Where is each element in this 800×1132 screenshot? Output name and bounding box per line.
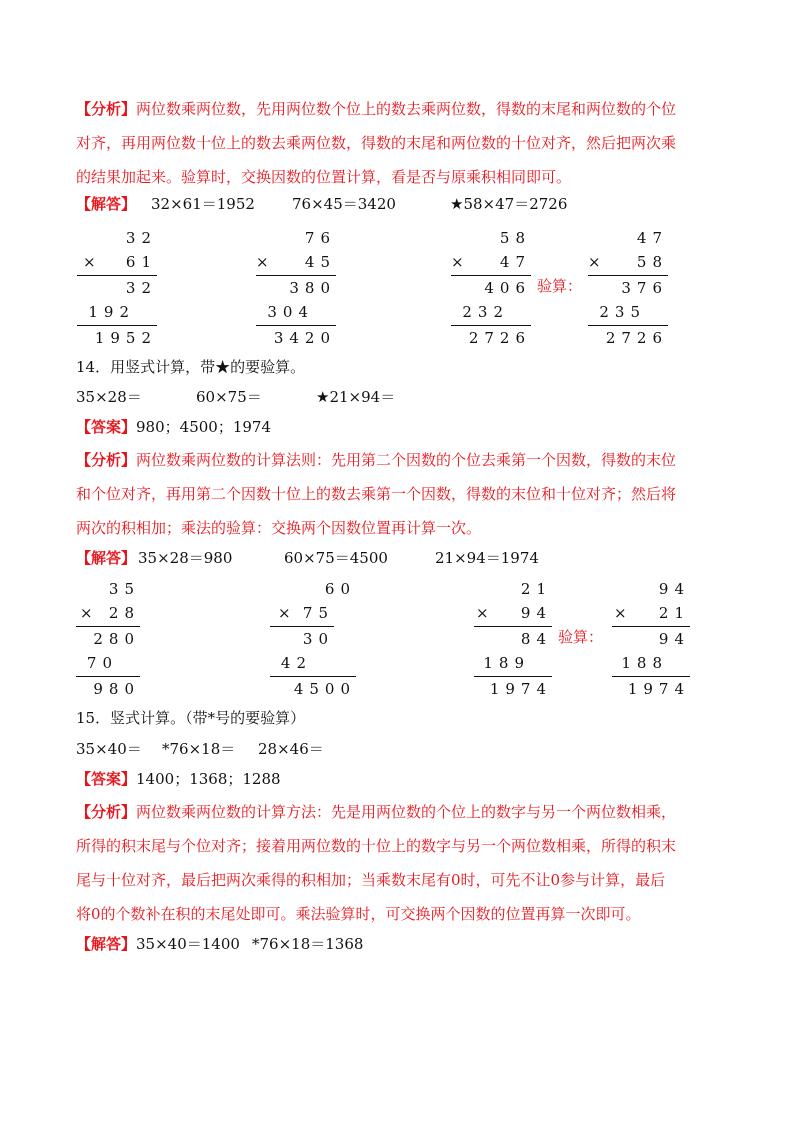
partial-product-2: 192 <box>88 303 135 321</box>
q14-solution-item-2: 60×75＝4500 <box>284 549 388 567</box>
partial-product-2: 42 <box>280 654 312 672</box>
q14-problem-3: ★21×94＝ <box>316 388 396 406</box>
product-result: 1974 <box>489 680 552 698</box>
q13-solution-item-1: 32×61＝1952 <box>151 195 255 213</box>
q15-problems <box>76 732 726 766</box>
q15-analysis-line-4: 将0的个数补在积的末尾处即可。乘法验算时，可交换两个因数的位置再算一次即可。 <box>76 905 641 923</box>
q13-vertical-calc-3 <box>451 226 531 348</box>
q14-answer-line <box>76 410 271 444</box>
factor-b: 58 <box>636 253 668 271</box>
q13-vertical-calc-4 <box>588 226 668 348</box>
q13-verify-label: 验算： <box>537 277 583 295</box>
partial-product-1: 94 <box>658 630 690 648</box>
partial-product-2: 232 <box>462 303 509 321</box>
factor-a: 60 <box>324 580 356 598</box>
product-result: 1974 <box>627 680 690 698</box>
q13-analysis-text-1: 两位数乘两位数，先用两位数个位上的数去乘两位数，得数的末尾和两位数的个位 <box>136 100 677 118</box>
q13-solution-tag: 【解答】 <box>76 195 137 213</box>
product-result: 2726 <box>605 329 668 347</box>
q15-analysis-text-1: 两位数乘两位数的计算方法：先是用两位数的个位上的数字与另一个两位数相乘， <box>136 803 677 821</box>
factor-b: 94 <box>520 604 552 622</box>
q15-analysis-line-2: 所得的积末尾与个位对齐；接着用两位数的十位上的数字与另一个两位数相乘，所得的积末 <box>76 837 677 855</box>
product-result: 3420 <box>273 329 336 347</box>
q14-problems <box>76 380 726 414</box>
times-sign: × <box>588 253 601 271</box>
partial-product-2: 235 <box>599 303 646 321</box>
q14-solution-line <box>76 541 726 575</box>
factor-b: 21 <box>658 604 690 622</box>
q14-analysis-text-1: 两位数乘两位数的计算法则：先用第二个因数的个位去乘第一个因数，得数的末位 <box>136 451 677 469</box>
times-sign: × <box>83 253 96 271</box>
q15-analysis-line-3: 尾与十位对齐，最后把两次乘得的积相加；当乘数末尾有0时，可先不让0参与计算，最后 <box>76 871 666 889</box>
factor-b: 61 <box>125 253 157 271</box>
q14-vertical-calc-3 <box>474 577 552 699</box>
q15-solution-item-2: *76×18＝1368 <box>252 935 364 953</box>
times-sign: × <box>614 604 627 622</box>
factor-a: 94 <box>658 580 690 598</box>
factor-b: 75 <box>302 604 334 622</box>
factor-a: 76 <box>304 229 336 247</box>
q13-solution-item-2: 76×45＝3420 <box>292 195 396 213</box>
q14-analysis-line-1 <box>76 443 676 477</box>
q15-analysis-line-1 <box>76 795 676 829</box>
partial-product-1: 30 <box>302 630 334 648</box>
partial-product-1: 280 <box>93 630 140 648</box>
factor-a: 32 <box>125 229 157 247</box>
q15-analysis-tag: 【分析】 <box>76 803 137 821</box>
times-sign: × <box>476 604 489 622</box>
q14-vertical-calc-2 <box>270 577 356 699</box>
times-sign: × <box>278 604 291 622</box>
q15-answer-tag: 【答案】 <box>76 770 137 788</box>
partial-product-1: 84 <box>520 630 552 648</box>
q13-vertical-calc-2 <box>256 226 336 348</box>
q13-analysis-line-2: 对齐，再用两位数十位上的数去乘两位数，得数的末尾和两位数的十位对齐，然后把两次乘 <box>76 134 677 152</box>
factor-a: 21 <box>520 580 552 598</box>
times-sign: × <box>451 253 464 271</box>
q14-vertical-calc-4 <box>612 577 690 699</box>
q15-answer-line <box>76 762 281 796</box>
partial-product-1: 32 <box>125 279 157 297</box>
q15-title: 15．竖式计算。（带*号的要验算） <box>76 709 306 727</box>
q14-solution-tag: 【解答】 <box>76 549 137 567</box>
q14-answer-tag: 【答案】 <box>76 418 137 436</box>
q15-solution-line <box>76 927 726 961</box>
q14-analysis-tag: 【分析】 <box>76 451 137 469</box>
q15-problem-1: 35×40＝ <box>76 740 142 758</box>
partial-product-1: 376 <box>621 279 668 297</box>
partial-product-2: 189 <box>483 654 530 672</box>
q13-analysis-line-1 <box>76 92 676 126</box>
q15-solution-item-1: 35×40＝1400 <box>136 935 240 953</box>
product-result: 980 <box>93 680 140 698</box>
q14-analysis-line-3: 两次的积相加；乘法的验算：交换两个因数位置再计算一次。 <box>76 519 482 537</box>
q13-vertical-calc-1 <box>77 226 157 348</box>
factor-b: 45 <box>304 253 336 271</box>
q14-solution-item-3: 21×94＝1974 <box>435 549 539 567</box>
times-sign: × <box>80 604 93 622</box>
q14-problem-2: 60×75＝ <box>196 388 262 406</box>
q14-solution-item-1: 35×28＝980 <box>138 549 233 567</box>
q14-verify-label: 验算： <box>558 628 604 646</box>
q15-problem-3: 28×46＝ <box>258 740 324 758</box>
q15-problem-2: *76×18＝ <box>162 740 236 758</box>
q15-solution-tag: 【解答】 <box>76 935 137 953</box>
times-sign: × <box>256 253 269 271</box>
partial-product-2: 304 <box>267 303 314 321</box>
product-result: 4500 <box>293 680 356 698</box>
factor-b: 47 <box>499 253 531 271</box>
partial-product-1: 380 <box>289 279 336 297</box>
q13-solution-line <box>76 187 726 221</box>
q13-solution-item-3: ★58×47＝2726 <box>450 195 568 213</box>
q14-answer-value: 980；4500；1974 <box>136 418 271 436</box>
q13-analysis-tag: 【分析】 <box>76 100 137 118</box>
partial-product-1: 406 <box>484 279 531 297</box>
product-result: 2726 <box>468 329 531 347</box>
q13-analysis-line-3: 的结果加起来。验算时，交换因数的位置计算，看是否与原乘积相同即可。 <box>76 168 572 186</box>
factor-b: 28 <box>108 604 140 622</box>
q15-answer-value: 1400；1368；1288 <box>136 770 281 788</box>
factor-a: 58 <box>499 229 531 247</box>
partial-product-2: 70 <box>86 654 118 672</box>
factor-a: 47 <box>636 229 668 247</box>
partial-product-2: 188 <box>621 654 668 672</box>
factor-a: 35 <box>108 580 140 598</box>
product-result: 1952 <box>94 329 157 347</box>
q14-vertical-calc-1 <box>76 577 140 699</box>
q14-problem-1: 35×28＝ <box>76 388 142 406</box>
q14-analysis-line-2: 和个位对齐，再用第二个因数十位上的数去乘第一个因数，得数的末位和十位对齐；然后将 <box>76 485 677 503</box>
q14-title: 14．用竖式计算，带★的要验算。 <box>76 358 306 376</box>
